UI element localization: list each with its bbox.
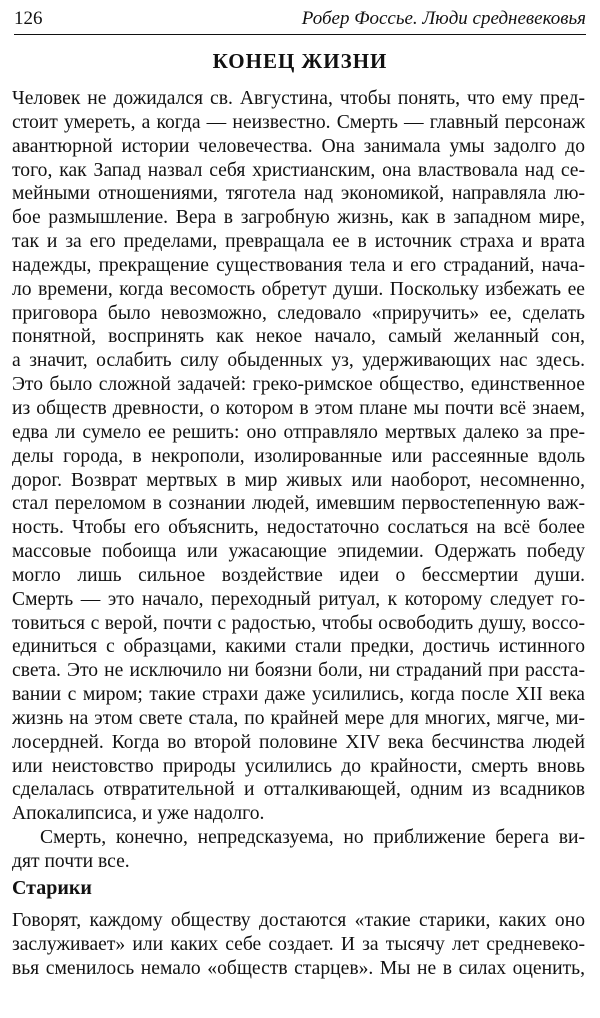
text-line: надежды, прекращение существования тела и его страданий, нача- bbox=[12, 254, 585, 276]
text-line: ло времени, когда весомость обретут души. Поскольку избежать ее bbox=[12, 278, 585, 300]
text-line: сделалась отвратительной и отталкивающей, одним из всадников bbox=[12, 779, 585, 801]
text-line: лосердней. Когда во второй половине XIV века бесчинства людей bbox=[12, 731, 585, 753]
text-line: товиться с верой, почти с радостью, чтобы освободить душу, воссо- bbox=[12, 612, 585, 634]
text-line: вании с миром; такие страхи даже усилились, когда после XII века bbox=[12, 684, 585, 706]
running-header bbox=[14, 4, 586, 30]
section-body bbox=[12, 909, 585, 981]
text-line: массовые побоища или ужасающие эпидемии. Одержать победу bbox=[12, 541, 585, 563]
text-line: а значит, ослабить силу обыденных уз, удерживающих нас здесь. bbox=[12, 350, 585, 372]
text-line: ность. Чтобы его объяснить, недостаточно сослаться на всё более bbox=[12, 517, 585, 539]
section-heading: Старики bbox=[12, 877, 92, 899]
text-line: Говорят, каждому обществу достаются «такие старики, каких оно bbox=[12, 910, 585, 931]
text-line: жизнь на этом свете стала, по крайней мере для многих, мягче, ми- bbox=[12, 707, 585, 729]
text-line: из обществ древности, о котором в этом плане мы почти всё знаем, bbox=[12, 397, 585, 419]
text-line: мейными отношениями, тяготела над экономикой, направляла лю- bbox=[12, 183, 585, 205]
text-line: стоит умереть, а когда — неизвестно. Смерть — главный персонаж bbox=[12, 111, 585, 133]
text-line: Апокалипсиса, и уже надолго. bbox=[12, 803, 265, 825]
text-line: так и за его пределами, превращала ее в источник страха и врата bbox=[12, 231, 585, 253]
chapter-title: КОНЕЦ ЖИЗНИ bbox=[212, 49, 388, 73]
text-line: делы города, в некрополи, изолированные или рассеянные вдоль bbox=[12, 445, 585, 467]
running-title: Робер Фоссье. Люди средневековья bbox=[301, 8, 586, 29]
text-line: стал переломом в сознании людей, имевшим первостепенную важ- bbox=[12, 493, 585, 515]
header-rule bbox=[14, 34, 586, 35]
text-line: дят почти все. bbox=[12, 851, 130, 872]
text-line: дорог. Возврат мертвых в мир живых или наоборот, несомненно, bbox=[12, 469, 585, 491]
text-line: заслуживает» или каких себе создает. И за тысячу лет средневеко- bbox=[12, 933, 585, 955]
text-line: понятной, воспринять как некое начало, самый желанный сон, bbox=[12, 326, 585, 348]
text-line: вья сменилось немало «обществ старцев». Мы не в силах оценить, bbox=[12, 957, 585, 979]
text-line: единиться с образцами, какими стали предки, достичь истинного bbox=[12, 636, 585, 658]
text-line: Это было сложной задачей: греко-римское общество, единственное bbox=[12, 374, 585, 396]
text-line: того, как Запад назвал себя христианским, она властвовала над се- bbox=[12, 159, 585, 181]
text-line: Смерть — это начало, переходный ритуал, к которому следует го- bbox=[12, 588, 585, 610]
text-line: приговора было невозможно, следовало «приручить» ее, сделать bbox=[12, 302, 585, 324]
page-number: 126 bbox=[14, 8, 43, 29]
text-line: Смерть, конечно, непредсказуема, но приближение берега ви- bbox=[40, 827, 585, 849]
text-line: Человек не дожидался св. Августина, чтобы понять, что ему пред- bbox=[12, 88, 585, 109]
chapter-body bbox=[12, 87, 585, 874]
text-line: авантюрной истории человечества. Она занимала умы задолго до bbox=[12, 135, 585, 157]
text-line: или неистовство природы усилились до крайности, смерть вновь bbox=[12, 755, 585, 777]
text-line: могло лишь сильное воздействие идеи о бессмертии души. bbox=[12, 564, 585, 586]
text-line: бое размышление. Вера в загробную жизнь, как в западном мире, bbox=[12, 207, 585, 229]
text-line: едва ли сумело ее решить: оно отправляло мертвых далеко за пре- bbox=[12, 421, 585, 443]
text-line: света. Это не исключило ни боязни боли, ни страданий при расста- bbox=[12, 660, 585, 682]
